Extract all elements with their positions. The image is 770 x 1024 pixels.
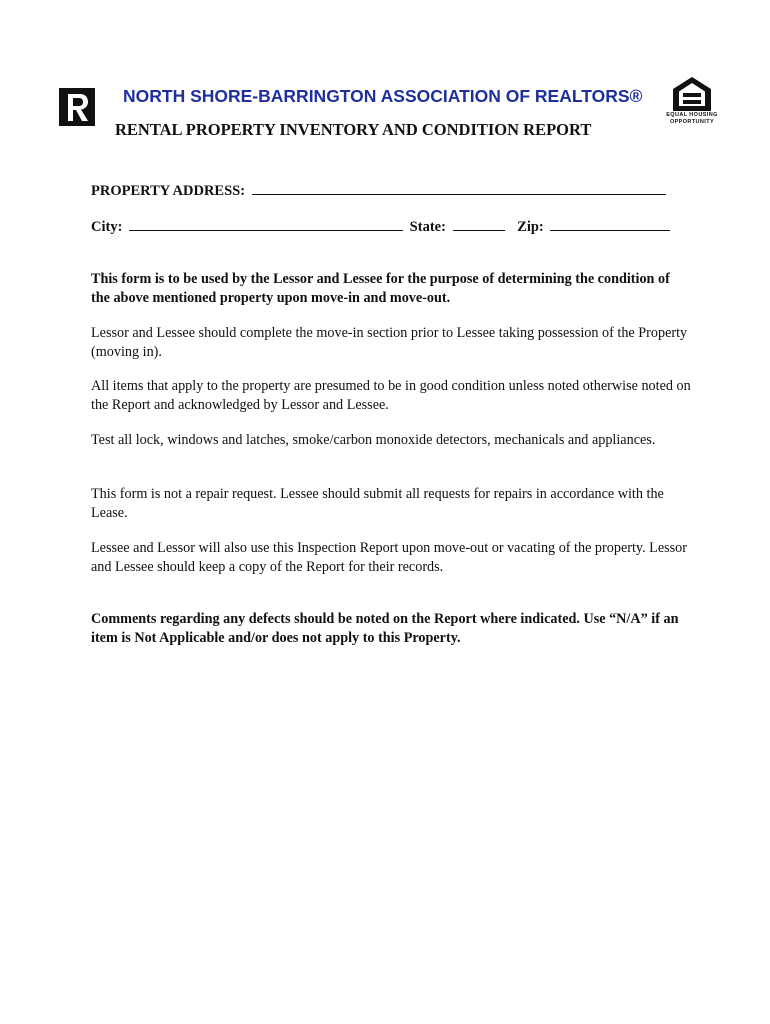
property-address-field[interactable] bbox=[252, 181, 666, 195]
comments-paragraph: Comments regarding any defects should be noted on the Report where indicated. Use “N/A” if an item is Not Applicable and/or does not apply to this Property. bbox=[91, 611, 679, 646]
repair-paragraph: This form is not a repair request. Lessee should submit all requests for repairs in accordance with the Lease. bbox=[91, 486, 664, 521]
city-field[interactable] bbox=[129, 217, 403, 231]
move-out-paragraph: Lessee and Lessor will also use this Inspection Report upon move-out or vacating of the property. Lessor and Lessee should keep a copy of the Report for their records. bbox=[91, 540, 687, 575]
property-address-label: PROPERTY ADDRESS: bbox=[91, 183, 246, 199]
report-title: RENTAL PROPERTY INVENTORY AND CONDITION REPORT bbox=[115, 120, 592, 139]
eho-line-1: EQUAL HOUSING bbox=[666, 112, 718, 118]
property-address-row bbox=[91, 181, 666, 200]
city-state-zip-row bbox=[91, 217, 670, 236]
equal-housing-logo bbox=[666, 76, 718, 132]
zip-field[interactable] bbox=[550, 217, 670, 231]
intro-paragraph: This form is to be used by the Lessor and Lessee for the purpose of determining the condition of the above mentioned property upon move-in and move-out. bbox=[91, 271, 670, 306]
equal-housing-house-icon bbox=[672, 76, 712, 112]
move-in-paragraph: Lessor and Lessee should complete the move-in section prior to Lessee taking possession of the Property (moving in). bbox=[91, 325, 688, 360]
zip-label: Zip: bbox=[517, 219, 544, 235]
association-title: NORTH SHORE-BARRINGTON ASSOCIATION OF REALTORS® bbox=[123, 86, 643, 106]
condition-paragraph: All items that apply to the property are presumed to be in good condition unless noted otherwise noted on the Report and acknowledged by Lessor and Lessee. bbox=[91, 378, 691, 413]
testing-paragraph: Test all lock, windows and latches, smoke/carbon monoxide detectors, mechanicals and appliances. bbox=[91, 432, 656, 448]
eho-line-2: OPPORTUNITY bbox=[669, 118, 715, 125]
city-label: City: bbox=[91, 219, 123, 235]
realtor-r-icon bbox=[55, 88, 99, 128]
realtor-logo bbox=[55, 88, 99, 142]
state-label: State: bbox=[409, 219, 446, 235]
state-field[interactable] bbox=[453, 217, 505, 231]
